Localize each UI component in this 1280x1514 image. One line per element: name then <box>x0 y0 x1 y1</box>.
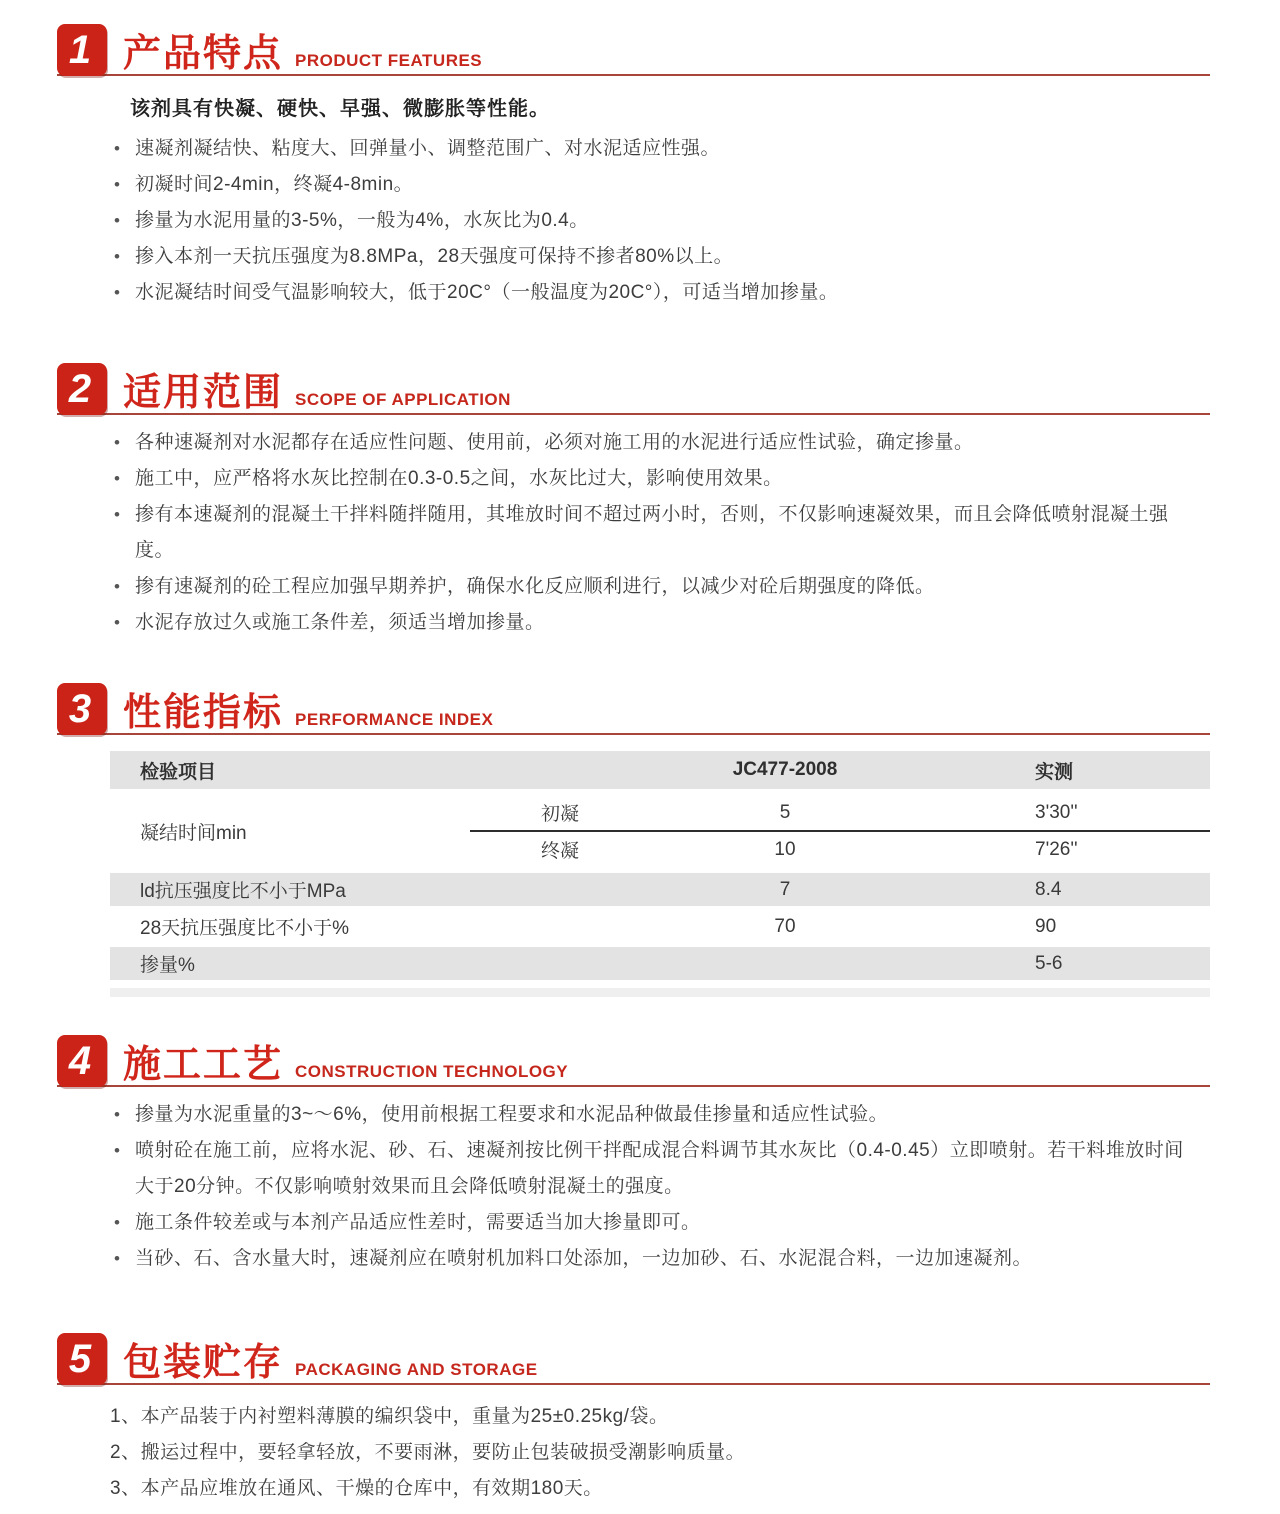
section-1-title-en: PRODUCT FEATURES <box>295 51 483 70</box>
scope-bullet-list <box>112 425 1197 641</box>
col-header-measured: 实测 <box>1035 761 1074 783</box>
section-2-title-en: SCOPE OF APPLICATION <box>295 390 511 409</box>
section-scope-of-application <box>0 359 1280 641</box>
row-item: 掺量% <box>140 955 195 976</box>
setting-time-label: 凝结时间min <box>140 822 247 844</box>
section-product-features <box>0 20 1280 311</box>
table-row <box>110 910 1210 943</box>
packaging-numbered-list <box>110 1399 1200 1507</box>
section-3-header <box>57 679 1210 735</box>
bullet-item: • 掺有本速凝剂的混凝土干拌料随拌随用，其堆放时间不超过两小时，否则，不仅影响速凝效果，而且会降低喷射混凝土强度。 <box>112 497 1197 569</box>
section-number: 4 <box>68 1039 92 1083</box>
row-standard: 70 <box>774 915 796 937</box>
section-performance-index <box>0 679 1280 997</box>
features-bullet-list <box>112 131 1197 311</box>
numbered-item: 3、本产品应堆放在通风、干燥的仓库中，有效期180天。 <box>110 1478 603 1499</box>
section-2-header <box>57 359 1210 415</box>
bullet-item: • 掺入本剂一天抗压强度为8.8MPa，28天强度可保持不掺者80%以上。 <box>112 239 1197 275</box>
initial-set-standard: 5 <box>779 801 791 823</box>
numbered-item: 1、本产品装于内衬塑料薄膜的编织袋中，重量为25±0.25kg/袋。 <box>110 1406 669 1427</box>
section-5-title-en: PACKAGING AND STORAGE <box>295 1360 538 1379</box>
section-construction-technology <box>0 1031 1280 1277</box>
section-1-header <box>57 20 1210 76</box>
bullet-item: • 施工条件较差或与本剂产品适应性差时，需要适当加大掺量即可。 <box>112 1205 1197 1241</box>
performance-table <box>110 751 1210 997</box>
bullet-item: • 掺量为水泥用量的3-5%，一般为4%，水灰比为0.4。 <box>112 203 1197 239</box>
final-set-measured: 7'26'' <box>1035 838 1078 860</box>
table-bottom-strip <box>110 988 1210 997</box>
bullet-item: • 喷射砼在施工前，应将水泥、砂、石、速凝剂按比例干拌配成混合料调节其水灰比（0.4-0.45）立即喷射。若干料堆放时间大于20分钟。不仅影响喷射效果而且会降低喷射混凝土的强度。 <box>112 1133 1197 1205</box>
bullet-item: • 水泥凝结时间受气温影响较大，低于20C°（一般温度为20C°），可适当增加掺量。 <box>112 275 1197 311</box>
bullet-item: • 各种速凝剂对水泥都存在适应性问题、使用前，必须对施工用的水泥进行适应性试验，确定掺量。 <box>112 425 1197 461</box>
table-row <box>110 947 1210 980</box>
section-number: 5 <box>68 1337 92 1381</box>
bullet-item: • 掺有速凝剂的砼工程应加强早期养护，确保水化反应顺利进行，以减少对砼后期强度的降低。 <box>112 569 1197 605</box>
row-standard: 7 <box>779 878 791 900</box>
table-row-setting-time <box>110 794 1210 868</box>
section-number: 2 <box>68 367 92 411</box>
section-4-title-zh: 施工工艺 <box>123 1044 284 1086</box>
initial-set-label: 初凝 <box>540 804 579 825</box>
row-item: ld抗压强度比不小于MPa <box>140 881 346 902</box>
section-packaging-and-storage <box>0 1329 1280 1507</box>
numbered-item: 2、搬运过程中，要轻拿轻放，不要雨淋，要防止包装破损受潮影响质量。 <box>110 1442 746 1463</box>
section-4-title-en: CONSTRUCTION TECHNOLOGY <box>295 1062 569 1081</box>
section-number: 3 <box>68 687 92 731</box>
section-2-title-zh: 适用范围 <box>123 372 284 414</box>
initial-set-measured: 3'30'' <box>1035 801 1078 823</box>
section-3-title-zh: 性能指标 <box>123 692 284 734</box>
bullet-item: • 掺量为水泥重量的3~～6%，使用前根据工程要求和水泥品种做最佳掺量和适应性试验。 <box>112 1097 1197 1133</box>
section-1-number-badge <box>57 24 107 76</box>
setting-subrow-divider <box>470 830 1210 832</box>
construction-bullet-list <box>112 1097 1197 1277</box>
table-header-row <box>110 751 1210 789</box>
section-3-number-badge <box>57 683 107 735</box>
row-measured: 90 <box>1035 915 1057 937</box>
bullet-item: • 速凝剂凝结快、粘度大、回弹量小、调整范围广、对水泥适应性强。 <box>112 131 1197 167</box>
bullet-item: • 水泥存放过久或施工条件差，须适当增加掺量。 <box>112 605 1197 641</box>
bullet-item: • 当砂、石、含水量大时，速凝剂应在喷射机加料口处添加，一边加砂、石、水泥混合料，一边加速凝剂。 <box>112 1241 1197 1277</box>
section-5-header <box>57 1329 1210 1385</box>
features-intro: 该剂具有快凝、硬快、早强、微膨胀等性能。 <box>130 98 550 120</box>
col-header-standard: JC477-2008 <box>732 759 838 780</box>
section-1-title-zh: 产品特点 <box>123 33 284 75</box>
section-5-title-zh: 包装贮存 <box>123 1342 284 1384</box>
section-5-number-badge <box>57 1333 107 1385</box>
table-row <box>110 873 1210 906</box>
col-header-item: 检验项目 <box>140 761 217 783</box>
section-2-number-badge <box>57 363 107 415</box>
section-4-number-badge <box>57 1035 107 1087</box>
section-4-header <box>57 1031 1210 1087</box>
row-measured: 8.4 <box>1035 878 1062 900</box>
bullet-item: • 施工中，应严格将水灰比控制在0.3-0.5之间，水灰比过大，影响使用效果。 <box>112 461 1197 497</box>
bullet-item: • 初凝时间2-4min，终凝4-8min。 <box>112 167 1197 203</box>
final-set-label: 终凝 <box>540 841 579 862</box>
row-item: 28天抗压强度比不小于% <box>140 918 350 939</box>
final-set-standard: 10 <box>774 838 796 860</box>
section-3-title-en: PERFORMANCE INDEX <box>295 710 494 729</box>
row-measured: 5-6 <box>1035 952 1063 974</box>
section-number: 1 <box>68 28 92 72</box>
